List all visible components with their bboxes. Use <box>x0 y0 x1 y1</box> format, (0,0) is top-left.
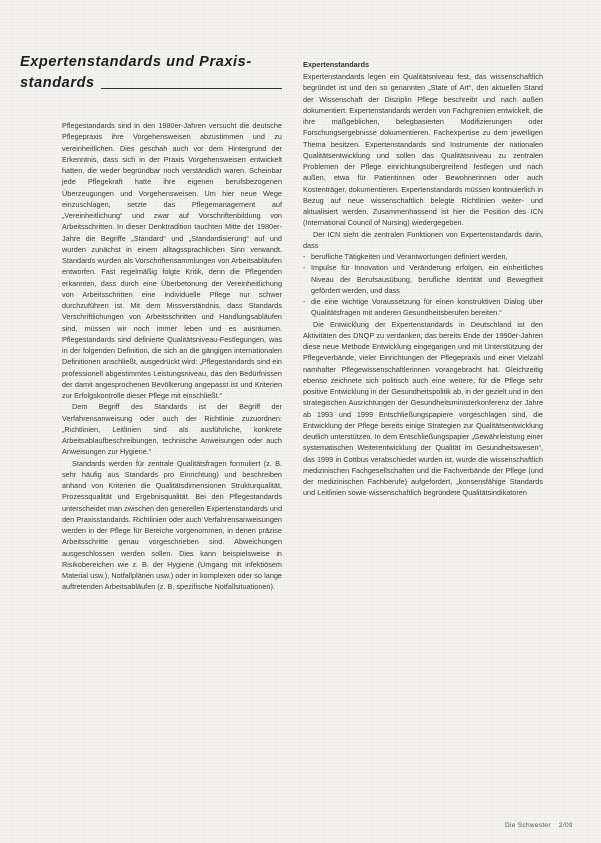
left-paragraph-3: Standards werden für zentrale Qualitätsfragen formuliert (z. B. sehr häufig aus Standards pro Einrichtung) und beschreiben anhand von Kriterien die Qualitätsdimensionen Strukturqualität, Prozessqualität und Ergebnisqualität. Bei den Pflegestandards unterscheidet man zwischen den generellen Expertenstandards und den Praxisstandards. Richtlinien oder auch Verfahrensanweisungen werden in der Pflege für Bereiche vorgenommen, in denen präzise Arbeitsschritte genau vorgeschrieben sind. Abweichungen ausgeschlossen werden sollen. Dies kann beispielsweise in Risikobereichen wie z. B. der Hygiene (Umgang mit infektiösem Material usw.), Notfallplänen usw.) oder in komplexen oder so lange auftretenden Arbeitsabläufen (z. B. spezifische Notfallsituationen). <box>62 458 282 592</box>
right-paragraph-2: Der ICN sieht die zentralen Funktionen von Expertenstandards darin, dass <box>303 229 543 250</box>
journal-name: Die Schwester <box>505 822 551 829</box>
title-line-1: Expertenstandards und Praxis- <box>20 54 252 70</box>
article-title <box>20 52 282 94</box>
right-paragraph-1: Expertenstandards legen ein Qualitätsniveau fest, das wissenschaftlich begründet ist und den so genannten „State of Art“, den aktuellen Stand der Wissenschaft der Disziplin Pflege beschreibt und nach außen dokumentiert. Expertenstandards werden von Fachgremien entwickelt, die ihre maßgeblichen, belegbasierten Modifizierungen oder Forschungsergebnisse dokumentieren. Fachexpertise zu dem jeweiligen Thema besitzen. Expertenstandards sind Instrumente der nationalen Qualitätsentwicklung und sollen das Qualitätsniveau zu zentralen Problemen der Pflege einrichtungsübergreifend festlegen und nach außen, etwa für Patientinnen oder Bewohnerinnen oder auch Kostenträger, dokumentieren. Expertenstandards müssen kontinuierlich in Bezug auf neue wissenschaftlich belegte Richtlinien weiter- und aktualisiert werden. Zusammenhassend ist hier die Position des ICN (International Council of Nursing) wiedergegeben. <box>303 72 543 228</box>
issue-number: 2/09 <box>558 822 573 829</box>
right-paragraph-3: Die Entwicklung der Expertenstandards in Deutschland ist den Aktivitäten des DNQP zu verdanken; das bereits Ende der 1990er-Jahren diese neue Methode Entwicklung eingegangen und mit Unterstützung der Pflegeverbände, vieler Einrichtungen der Pflegepraxis und einer Vielzahl namhafter Pflegewissenschaftlerinnen vorangebracht hat. Gleichzeitig ebenso zeichnete sich politisch auch eine weitere, für die Pflege sehr positive Entwicklung in der Gesundheitspolitik ab, in der gezielt und in den strategischen Ausrichtungen der Gesundheitsministerkonferenz der Jahre ab 1993 und 1999 Entschließungspapiere vorgeschlagen sind, die Entwicklung der Pflege bereits einige Strategien zur Qualitätsentwicklung deutlich unterstützen. In dem Entschließungspapier „Gewährleistung einer systematischen Weiterentwicklung der Qualität im Gesundheitswesen“, das 1999 in Cottbus verabschiedet wurden ist, wurde die wissenschaftlich medizinischen Fachgesellschaften und die Fachverbände der Pflege (und der medizinischen Fachberufe) aufgefordert, „konsensfähige Standards und Leitlinien sowie wissenschaftlich begründete Qualitätsindikatoren <box>303 319 543 498</box>
right-column <box>303 59 543 499</box>
list-item: - berufliche Tätigkeiten und Verantwortungen definiert werden, <box>303 251 543 262</box>
left-paragraph-1: Pflegestandards sind in den 1980er-Jahren versucht die deutsche Pflegepraxis ihre Vorgehensweisen abzustimmen und zu vereinheitlichen. Dies geschah auch vor dem Hintergrund der Erkenntnis, dass sich in der Praxis Vorgehensweisen entwickelt hatten, die weder begründbar noch verständlich waren. Scheinbar jede Pflegekraft hatte ihre eigenen berufsbezogenen Überzeugungen und Vorgehensweisen. Um hier neue Wege einzuschlagen, setzte das Pflegemanagement auf „Vereinheitlichung“ und zwar auf Vorschriftenbildung von Arbeitsschritten. In dieser Denktradition tauchten Mitte der 1980er-Jahre die Begriffe „Standard“ und „Standardisierung“ auf und wurden zunächst in einem alltagssprachlichen Sinn verwandt. Standards wurden als Vorschriftensammlungen von Arbeitsabläufen entworfen. Fast regelmäßig folgte Kritik, denn die Pflegenden erkannten, dass durch eine Überbetonung der Vereinheitlichung von Arbeitsschritten eine individuelle Pflege nur schwer durchzuführen ist. Mit dem Missverständnis, dass Standards Verschriftlichungen von Arbeitsschritten und Handlungsabläufen sind, müssen wir noch immer leben und es ausräumen. Pflegestandards sind definierte Qualitätsniveau-Festlegungen, was in der folgenden Definition, die sich an die gängigen internationalen Definitionen anschließt, ausgedrückt wird: „Pflegestandards sind ein professionell abgestimmtes Leistungsniveau, das den Bedürfnissen der damit angesprochenen Bevölkerung angepasst ist und Kriterien zur Erfolgskontrolle dieser Pflege mit einschließt.“ <box>62 121 282 400</box>
title-underline-rule <box>101 88 282 89</box>
left-column <box>62 120 282 593</box>
list-item: - Impulse für Innovation und Veränderung erfolgen, ein einheitliches Niveau der Berufsausübung, berufliche Identität und Bewegtheit gefördert werden, und dass <box>303 262 543 296</box>
section-heading: Expertenstandards <box>303 60 370 69</box>
title-line-2: standards <box>20 75 95 91</box>
page-footer <box>505 822 573 829</box>
list-item: - die eine wichtige Voraussetzung für einen konstruktiven Dialog über Qualitätsfragen mit anderen Gesundheitsberufen bereiten.“ <box>303 296 543 319</box>
icn-functions-list <box>303 251 543 319</box>
left-paragraph-2: Dem Begriff des Standards ist der Begriff der Verfahrensanweisung oder auch der Richtlinie zuzuordnen: „Richtlinien, Leitlinien sind als ausführliche, konkrete Arbeitsablaufbeschreibungen, technische Anweisungen oder auch Anweisungen zur Hygiene.“ <box>62 402 282 457</box>
